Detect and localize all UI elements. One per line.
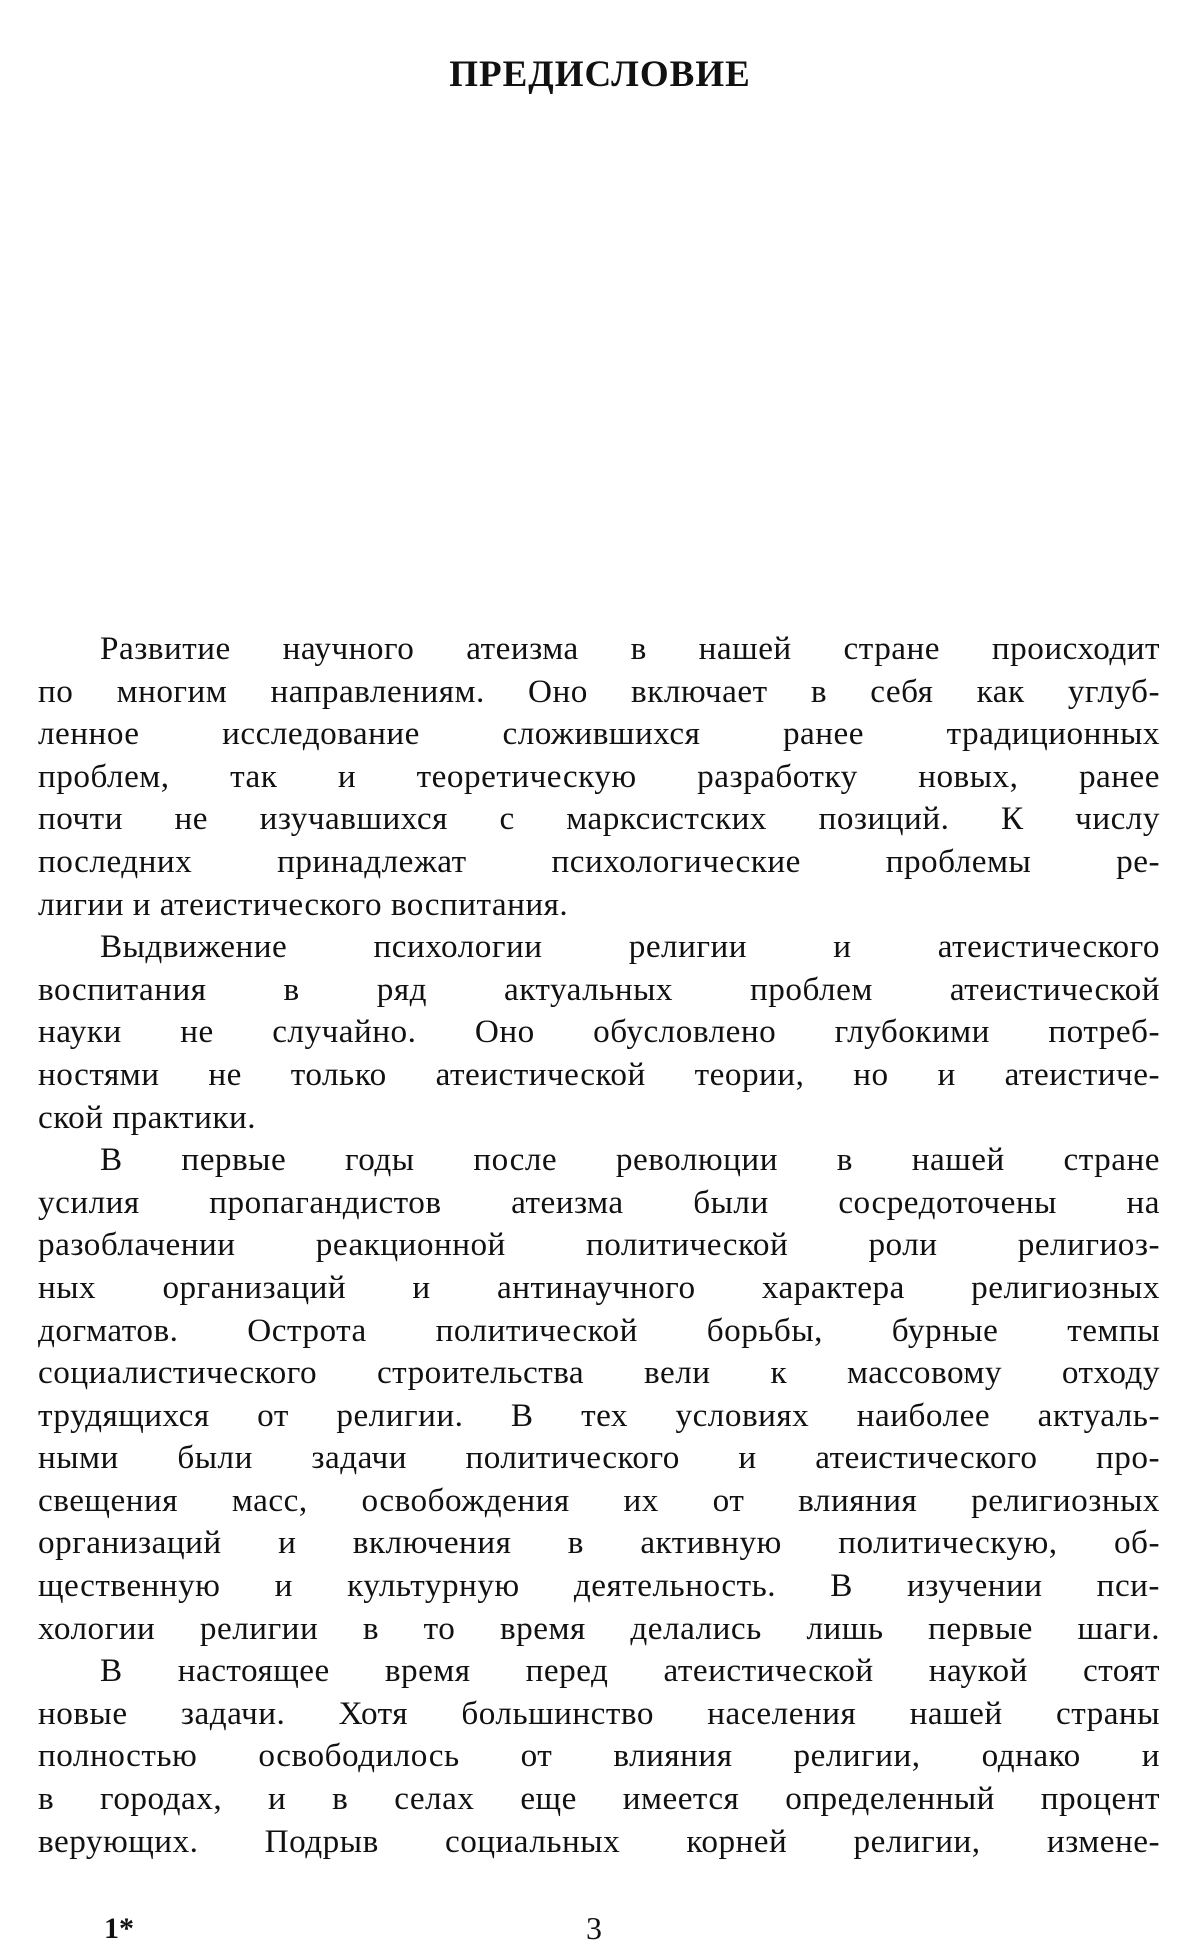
text-line: ской практики.: [38, 1098, 257, 1136]
text-line: проблем, так и теоретическую разработку новых, ранее: [38, 757, 1160, 795]
text-line: Развитие научного атеизма в нашей стране происходит: [100, 630, 1160, 667]
text-line: Выдвижение психологии религии и атеистического: [100, 928, 1160, 966]
text-line: верующих. Подрыв социальных корней религии, измене-: [38, 1822, 1160, 1860]
text-line: хологии религии в то время делались лишь первые шаги.: [38, 1609, 1160, 1647]
text-line: ных организаций и антинаучного характера религиозных: [38, 1268, 1160, 1306]
text-line: ностями не только атеистической теории, но и атеистиче-: [38, 1055, 1160, 1093]
text-line: лигии и атеистического воспитания.: [38, 885, 569, 923]
text-line: В настоящее время перед атеистической наукой стоят: [100, 1652, 1160, 1690]
text-line: догматов. Острота политической борьбы, бурные темпы: [38, 1311, 1160, 1349]
text-line: трудящихся от религии. В тех условиях наиболее актуаль-: [38, 1396, 1160, 1434]
text-line: воспитания в ряд актуальных проблем атеистической: [38, 970, 1160, 1008]
body-text: [38, 628, 1160, 1863]
page-title: ПРЕДИСЛОВИЕ: [449, 53, 751, 95]
text-line: В первые годы после революции в нашей стране: [100, 1141, 1160, 1179]
page-number: 3: [586, 1910, 602, 1946]
text-line: ленное исследование сложившихся ранее традиционных: [38, 715, 1160, 753]
text-line: по многим направлениям. Оно включает в себя как углуб-: [38, 672, 1160, 710]
text-line: организаций и включения в активную политическую, об-: [38, 1524, 1160, 1562]
text-line: разоблачении реакционной политической роли религиоз-: [38, 1226, 1160, 1264]
signature-mark: 1*: [104, 1912, 134, 1945]
text-line: новые задачи. Хотя большинство населения нашей страны: [38, 1694, 1160, 1732]
text-line: свещения масс, освобождения их от влияния религиозных: [38, 1481, 1160, 1519]
text-line: почти не изучавшихся с марксистских позиций. К числу: [38, 800, 1160, 838]
text-line: науки не случайно. Оно обусловлено глубокими потреб-: [38, 1013, 1160, 1051]
text-line: ными были задачи политического и атеистического про-: [38, 1439, 1160, 1477]
text-line: полностью освободилось от влияния религии, однако и: [38, 1737, 1160, 1775]
text-line: в городах, и в селах еще имеется определенный процент: [38, 1780, 1160, 1818]
text-line: последних принадлежат психологические проблемы ре-: [38, 842, 1160, 880]
text-line: усилия пропагандистов атеизма были сосредоточены на: [38, 1183, 1160, 1221]
text-line: социалистического строительства вели к массовому отходу: [38, 1354, 1160, 1392]
text-line: щественную и культурную деятельность. В изучении пси-: [38, 1567, 1160, 1605]
